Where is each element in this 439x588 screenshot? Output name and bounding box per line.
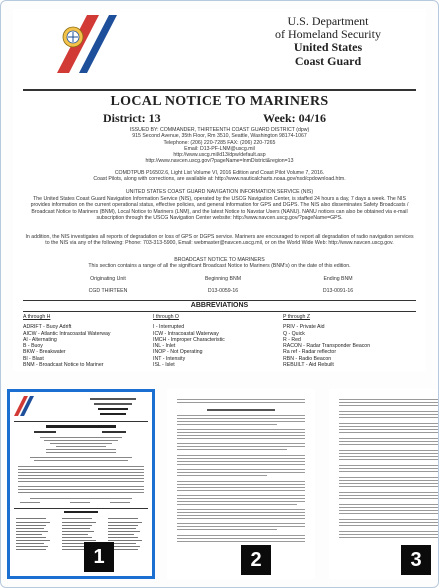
comdtpub-line: COMDTPUB P16502.6, Light List Volume VI, 2016 Edition and Coast Pilot Volume 7, 2016. [114,170,325,176]
bnm-heading: BROADCAST NOTICE TO MARINERS [174,257,265,263]
nis-paragraph-2: In addition, the NIS investigates all reports of degradation or loss of GPS or DGPS service. Mariners are encouraged to report all degradation of radio navigation services to the NIS via any of the following: Phone: 703-313-5900, Email: webmaster@navcen.uscg.mil, or on the World Wide Web: http://www.navcen.uscg.gov. [25,234,414,247]
nis-paragraph-1: The United States Coast Guard Navigation Information Service (NIS), operated by the USCG Navigation Center, is staffed 24 hours a day, 7 days a week. The NIS provides information on the current operational status, effective policies, and general information for GPS and DGPS. The NIS also disseminates Safety Broadcasts / Broadcast Notice to Mariners (BNM), Local Notice to Mariners (LNM), and the latest Notice to Navstar Users (NANU). NANU notices can also be obtained via e-mail subscription through the USCG Navigation Center website: http://www.navcen.uscg.gov/?pageName=GPS. [30,196,409,221]
page-thumbnail-3[interactable] [329,389,439,579]
issued-block [25,127,414,165]
abbr-item: Bl - Blast [23,355,44,362]
page-number-badge: 1 [84,542,114,572]
page-thumbnail-1[interactable] [7,389,155,579]
abbr-item: B - Buoy [23,343,43,350]
abbr-column-header: I through O [153,314,179,320]
page-thumbnail-2[interactable] [167,389,315,579]
bnm-col-header: Originating Unit [90,276,126,282]
abbr-item: ISL - Islet [153,362,175,369]
bnm-col-header: Ending BNM [323,276,353,282]
issued-line: ISSUED BY: COMMANDER, THIRTEENTH COAST GUARD DISTRICT (dpw) [129,127,310,133]
document-page[interactable] [13,9,426,371]
abbreviations-title: ABBREVIATIONS [190,302,249,309]
abbr-column-p-z [283,314,413,368]
nis-heading: UNITED STATES COAST GUARD NAVIGATION INFORMATION SERVICE (NIS) [125,189,314,195]
bnm-cell: CGD THIRTEEN [88,288,128,294]
coast-guard-logo-icon [53,15,121,73]
comdtpub-block [25,170,414,183]
abbr-item: ADRIFT - Buoy Adrift [23,324,72,331]
abbr-item: IMCH - Improper Characteristic [153,336,225,343]
abbr-item: RBN - Radio Beacon [283,355,332,362]
abbr-item: ICW - Intracoastal Waterway [153,330,219,337]
issued-line: http://www.navcen.uscg.gov/?pageName=lnmDistrict&region=13 [145,158,294,165]
district-label: District: 13 [103,111,161,125]
page-number-badge: 2 [241,545,271,575]
notice-title: LOCAL NOTICE TO MARINERS [110,94,329,109]
abbr-column-header: P through Z [283,314,311,320]
abbr-item: PRIV - Private Aid [283,324,325,331]
abbr-item: INT - Intensity [153,355,186,362]
bnm-cell: D13-0059-16 [207,288,239,294]
abbr-item: REBUILT - Aid Rebuilt [283,362,334,369]
abbr-item: Al - Alternating [23,336,57,343]
bnm-col-header: Beginning BNM [204,276,242,282]
page-number-badge: 3 [401,545,431,575]
dept-line-4: Coast Guard [294,53,362,68]
abbr-item: RACON - Radar Transponder Beacon [283,343,371,350]
abbr-item: BKW - Breakwater [23,349,66,356]
thumbnail-strip [1,383,438,588]
abbr-item: R - Red [283,336,301,343]
abbr-column-header: A through H [23,314,51,320]
abbr-rule-bottom [23,311,416,312]
abbr-item: Q - Quick [283,330,305,337]
abbr-item: INOP - Not Operating [153,349,203,356]
abbr-item: AICW - Atlantic Intracoastal Waterway [23,330,111,337]
comdtpub-line: Coast Pilots, along with corrections, are available at: http://www.nauticalcharts.noaa.gov/nsd/cpdownload.htm. [93,176,346,183]
header-rule [23,89,416,91]
issued-line: Email: D13-PF-LNM@uscg.mil [184,145,255,152]
issued-line: 915 Second Avenue, 35th Floor, Rm 3510, Seattle, Washington 98174-1067 [132,133,307,140]
abbr-item: Ra ref - Radar reflector [283,349,337,356]
dept-line-2: of Homeland Security [275,27,381,42]
abbr-item: BNM - Broadcast Notice to Mariner [23,362,104,369]
bnm-cell: D13-0091-16 [322,288,354,294]
abbr-column-a-h [23,314,153,368]
abbr-item: INL - Inlet [153,343,176,350]
bnm-text: This section contains a range of all the significant Broadcast Notice to Mariners (BNM's) on the date of this edition. [88,263,351,269]
dept-line-3: United States [293,40,363,55]
issued-line: http://www.uscg.mil/d13/dpw/default.asp [173,152,266,159]
department-heading [243,15,413,68]
week-label: Week: 04/16 [263,111,326,125]
abbr-item: I - Interrupted [153,324,185,331]
page-preview-icon [10,392,152,576]
abbr-column-i-o [153,314,283,368]
abbr-rule-top [23,300,416,301]
issued-line: Telephone: (206) 220-7285 FAX: (206) 220-7265 [163,139,276,146]
dept-line-1: U.S. Department [287,14,369,28]
